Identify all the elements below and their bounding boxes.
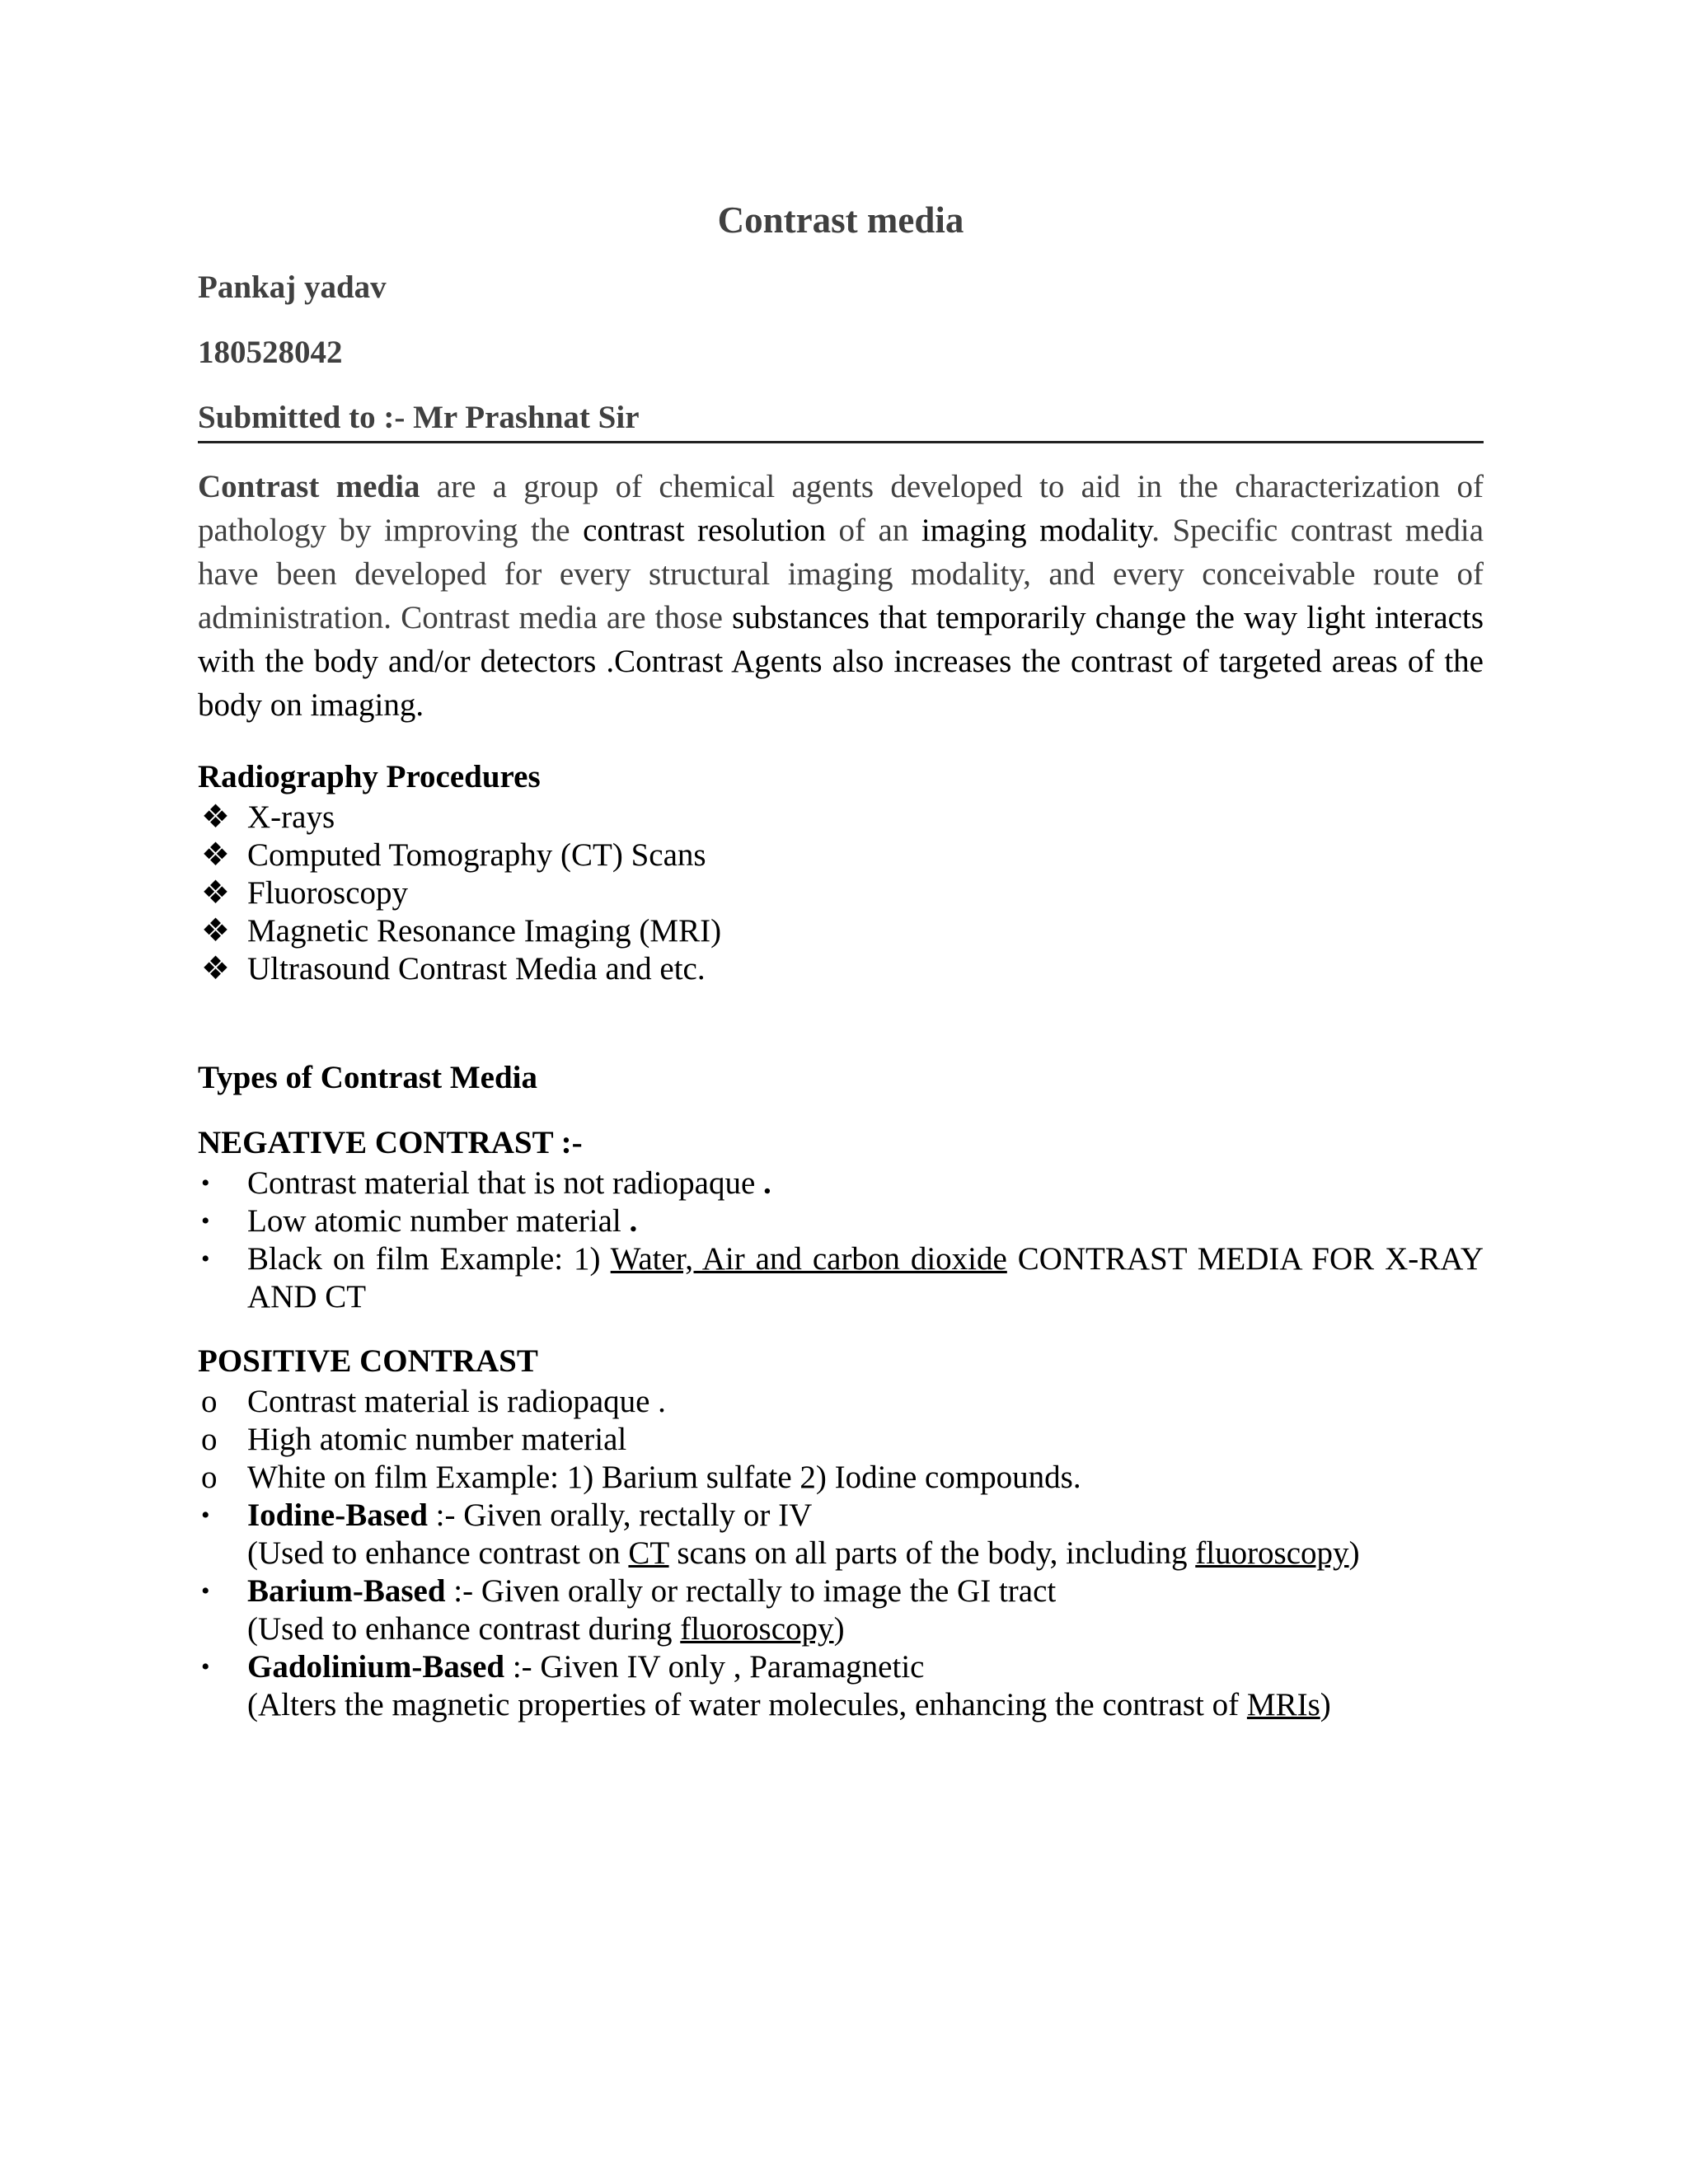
positive-contrast-heading: POSITIVE CONTRAST <box>198 1343 538 1379</box>
list-item: o Contrast material is radiopaque . <box>201 1384 666 1419</box>
iodine-based-item: • Iodine-Based :- Given orally, rectally or IV (Used to enhance contrast on CT scans on all parts of the body, including fluoroscopy) <box>201 1497 1360 1571</box>
water-air-co2-link[interactable]: Water, Air and carbon dioxide <box>610 1241 1007 1277</box>
types-heading: Types of Contrast Media <box>198 1060 537 1095</box>
document-body <box>198 0 1484 1724</box>
radiography-heading: Radiography Procedures <box>198 759 541 794</box>
contrast-base-list <box>198 1497 1484 1724</box>
circle-bullet-icon: o <box>201 1422 218 1457</box>
diamond-bullet-icon: ❖ <box>201 951 230 987</box>
list-item: ❖ Computed Tomography (CT) Scans <box>201 837 706 873</box>
circle-bullet-icon: o <box>201 1384 218 1419</box>
bullet-icon: • <box>201 1577 210 1605</box>
list-item: ❖ Fluoroscopy <box>201 875 408 911</box>
intro-term: Contrast media <box>198 469 420 504</box>
fluoroscopy-link[interactable]: fluoroscopy <box>1195 1535 1349 1571</box>
contrast-resolution-link[interactable]: contrast resolution <box>583 513 827 548</box>
diamond-bullet-icon: ❖ <box>201 837 230 873</box>
diamond-bullet-icon: ❖ <box>201 913 230 949</box>
list-item: o White on film Example: 1) Barium sulfate 2) Iodine compounds. <box>201 1460 1081 1495</box>
ct-link[interactable]: CT <box>628 1535 669 1571</box>
page-title: Contrast media <box>717 199 964 241</box>
author-name: Pankaj yadav <box>198 269 387 305</box>
negative-contrast-heading: NEGATIVE CONTRAST :- <box>198 1125 583 1160</box>
barium-based-item: • Barium-Based :- Given orally or rectally to image the GI tract (Used to enhance contrast during fluoroscopy) <box>201 1573 1057 1647</box>
list-item: • Black on film Example: 1) Water, Air and carbon dioxide CONTRAST MEDIA FOR X-RAY AND CT <box>201 1241 1484 1315</box>
negative-contrast-list <box>198 1165 1484 1316</box>
intro-part3: . Specific contrast media have been developed for every structural imaging modality, and every conceivable route of administration. Contrast media are those <box>198 513 1484 635</box>
bullet-icon: • <box>201 1169 210 1197</box>
bullet-icon: • <box>201 1653 210 1680</box>
mris-link[interactable]: MRIs <box>1246 1687 1320 1722</box>
intro-paragraph <box>198 465 1484 727</box>
roll-number: 180528042 <box>198 335 343 370</box>
imaging-modality-link[interactable]: imaging modality <box>921 513 1152 548</box>
diamond-bullet-icon: ❖ <box>201 875 230 911</box>
list-item: ❖ Ultrasound Contrast Media and etc. <box>201 951 706 987</box>
positive-contrast-list <box>198 1383 1484 1497</box>
radiography-list <box>198 799 1484 988</box>
submitted-to: Submitted to :- Mr Prashnat Sir <box>198 396 1484 443</box>
list-item: ❖ X-rays <box>201 799 335 835</box>
fluoroscopy-link[interactable]: fluoroscopy <box>680 1611 834 1647</box>
list-item: ❖ Magnetic Resonance Imaging (MRI) <box>201 913 722 949</box>
intro-part1: are a group of chemical agents developed to aid in the characterization of pathology by improving the <box>198 469 1484 548</box>
bullet-icon: • <box>201 1245 210 1272</box>
intro-part4: substances that temporarily change the way light interacts with the body and/or detectors .Contrast Agents also increases the contrast of targeted areas of the body on imaging. <box>198 600 1484 723</box>
circle-bullet-icon: o <box>201 1460 218 1495</box>
list-item: • Low atomic number material . <box>201 1203 638 1239</box>
diamond-bullet-icon: ❖ <box>201 799 230 835</box>
bullet-icon: • <box>201 1207 210 1235</box>
bullet-icon: • <box>201 1502 210 1529</box>
list-item: o High atomic number material <box>201 1422 627 1457</box>
list-item: • Contrast material that is not radiopaque . <box>201 1165 771 1201</box>
intro-part2: of an <box>826 513 921 548</box>
gadolinium-based-item: • Gadolinium-Based :- Given IV only , Paramagnetic (Alters the magnetic properties of water molecules, enhancing the contrast of MRIs) <box>201 1649 1331 1722</box>
